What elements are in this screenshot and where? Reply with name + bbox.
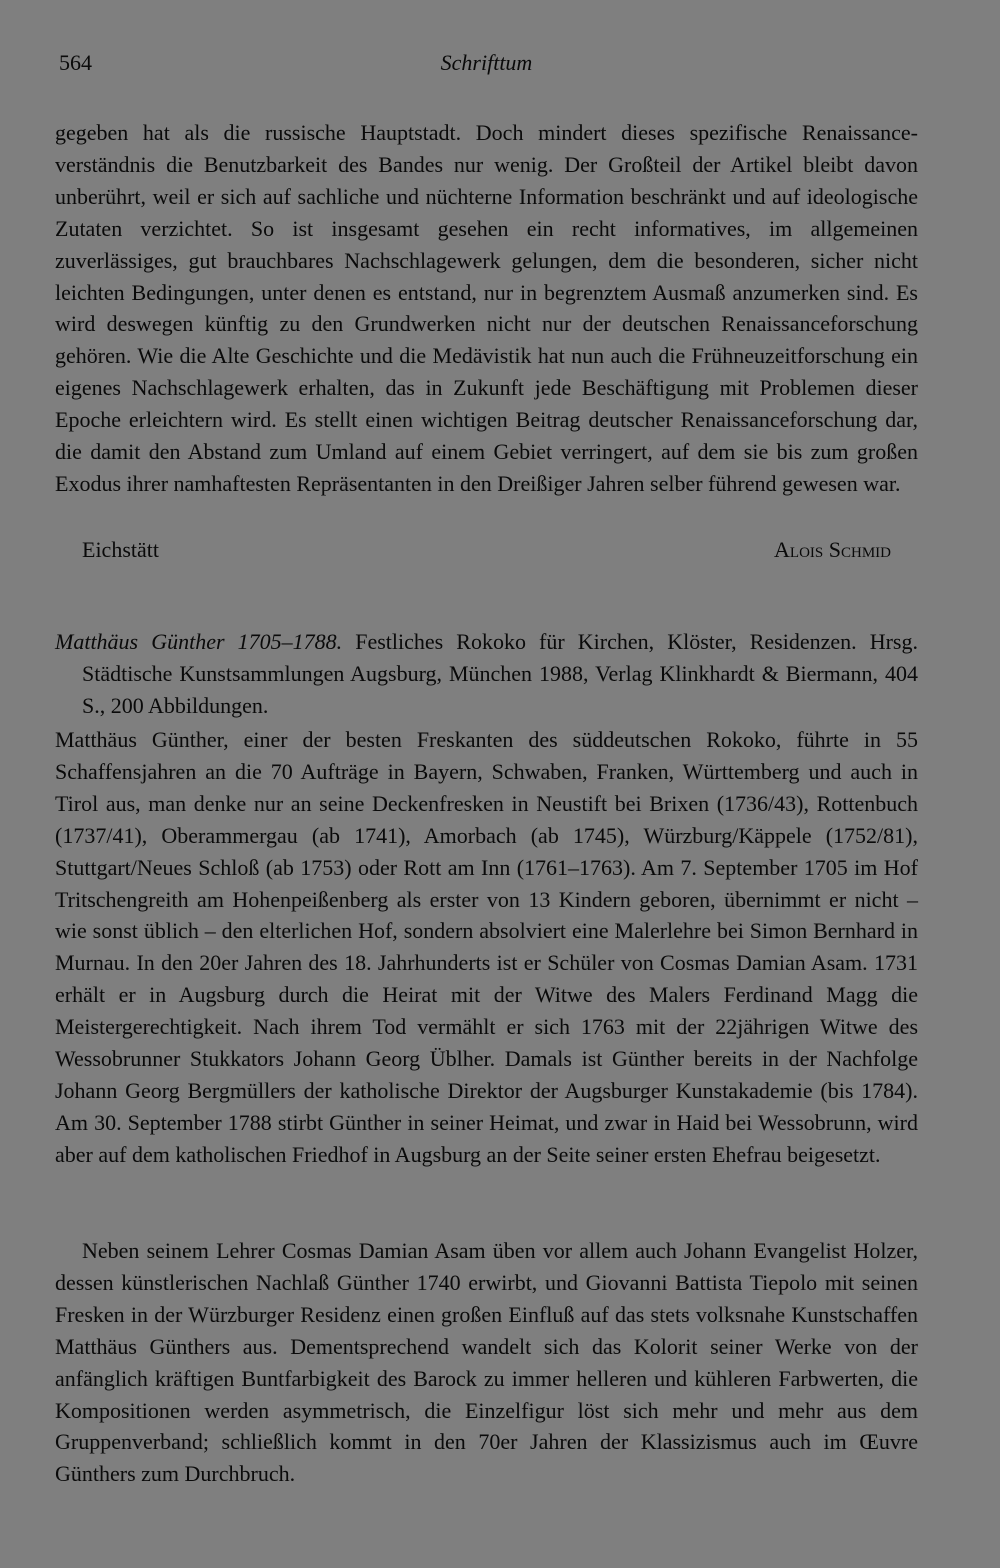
review-2-book-details: Festliches Rokoko für Kirchen, Klöster, Residenzen. Hrsg. Städtische Kunstsammlungen Augsburg, München 1988, Verlag Klinkhardt & Biermann, 404 S., 200 Abbildungen. <box>82 629 918 718</box>
page-number: 564 <box>59 50 92 75</box>
review-2-paragraph-2: Neben seinem Lehrer Cosmas Damian Asam üben vor allem auch Johann Evangelist Holzer, dessen künstlerischen Nachlaß Günther 1740 erwirbt, und Giovanni Battista Tiepolo mit seinen Fresken in der Würzburger Residenz einen großen Einfluß auf das stets volksnahe Kunstschaffen Matthäus Günthers aus. Dementsprechend wandelt sich das Kolorit seiner Werke von der anfänglich kräftigen Buntfarbigkeit des Barock zu immer helleren und kühleren Farbwerten, die Kompositionen werden asymmetrisch, die Einzelfigur löst sich mehr und mehr aus dem Gruppenverband; schließlich kommt in den 70er Jahren der Klassizismus auch im Œuvre Günthers zum Durchbruch. <box>55 1238 918 1487</box>
running-head <box>55 50 918 80</box>
review-1-place: Eichstätt <box>82 537 159 562</box>
review-1-author: Alois Schmid <box>774 537 891 562</box>
review-1-paragraph: gegeben hat als die russische Hauptstadt. Doch mindert dieses spezifische Renaissanceverständnis die Benutzbarkeit des Bandes nur wenig. Der Großteil der Artikel bleibt davon unberührt, weil er sich auf sachliche und nüchterne Information beschränkt und auf ideologische Zutaten verzichtet. So ist insgesamt gesehen ein recht informatives, im allgemeinen zuverlässiges, gut brauchbares Nachschlagewerk gelungen, dem die besonderen, sicher nicht leichten Bedingungen, unter denen es entstand, nur in begrenztem Ausmaß anzumerken sind. Es wird deswegen künftig zu den Grundwerken nicht nur der deutschen Renaissanceforschung gehören. Wie die Alte Geschichte und die Medävistik hat nun auch die Frühneuzeitforschung ein eigenes Nachschlagewerk erhalten, das in Zukunft jede Beschäftigung mit Problemen dieser Epoche erleichtern wird. Es stellt einen wichtigen Beitrag deutscher Renaissanceforschung dar, die damit den Abstand zum Umland auf einem Gebiet verringert, auf dem sie bis zum großen Exodus ihrer namhaftesten Repräsentanten in den Dreißiger Jahren selber führend gewesen war. <box>55 120 918 496</box>
review-2-bibliography <box>55 626 918 722</box>
review-2-book-title: Matthäus Günther 1705–1788. <box>55 629 343 654</box>
section-title: Schrifttum <box>440 50 533 75</box>
review-2-paragraph-1: Matthäus Günther, einer der besten Freskanten des süddeutschen Rokoko, führte in 55 Schaffensjahren an die 70 Aufträge in Bayern, Schwaben, Franken, Württemberg und auch in Tirol aus, man denke nur an seine Deckenfresken in Neustift bei Brixen (1736/43), Rottenbuch (1737/41), Oberammergau (ab 1741), Amorbach (ab 1745), Würzburg/Käppele (1752/81), Stuttgart/Neues Schloß (ab 1753) oder Rott am Inn (1761–1763). Am 7. September 1705 im Hof Tritschengreith am Hohenpeißenberg als erster von 13 Kindern geboren, übernimmt er nicht – wie sonst üblich – den elterlichen Hof, sondern absolviert eine Malerlehre bei Simon Bernhard in Murnau. In den 20er Jahren des 18. Jahrhunderts ist er Schüler von Cosmas Damian Asam. 1731 erhält er in Augsburg durch die Heirat mit der Witwe des Malers Ferdinand Magg die Meistergerechtigkeit. Nach ihrem Tod vermählt er sich 1763 mit der 22jährigen Witwe des Wessobrunner Stukkators Johann Georg Üblher. Damals ist Günther bereits in der Nachfolge Johann Georg Bergmüllers der katholische Direktor der Augsburger Kunstakademie (bis 1784). Am 30. September 1788 stirbt Günther in seiner Heimat, und zwar in Haid bei Wessobrunn, wird aber auf dem katholischen Friedhof in Augsburg an der Seite seiner ersten Ehefrau beigesetzt. <box>55 727 918 1167</box>
